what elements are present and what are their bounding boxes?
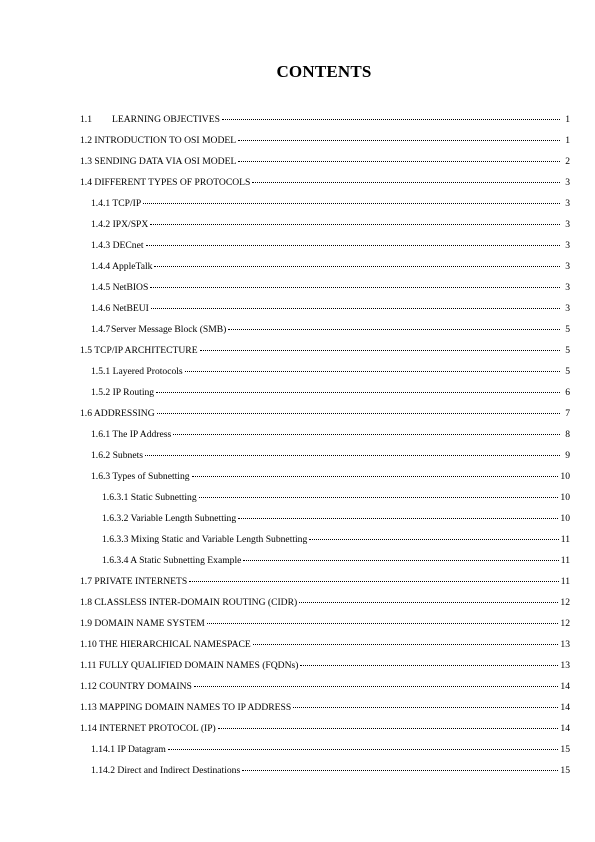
dot-leader [150, 224, 560, 225]
toc-entry-page-number: 13 [560, 639, 570, 650]
dot-leader [192, 476, 559, 477]
dot-leader [299, 602, 558, 603]
toc-entry-label [91, 744, 166, 756]
dot-leader [228, 329, 560, 330]
toc-entry-text: MAPPING DOMAIN NAMES TO IP ADDRESS [99, 702, 292, 713]
toc-entry-label [80, 177, 250, 189]
toc-entry[interactable] [80, 597, 570, 618]
dot-leader [207, 623, 559, 624]
dot-leader [157, 413, 560, 414]
toc-entry[interactable] [80, 324, 570, 345]
toc-entry-text: LEARNING OBJECTIVES [112, 114, 220, 125]
toc-entry-page-number: 15 [560, 744, 570, 755]
dot-leader [238, 161, 560, 162]
toc-entry[interactable] [80, 765, 570, 786]
toc-entry-text: NetBEUI [112, 303, 149, 314]
toc-entry-text: FULLY QUALIFIED DOMAIN NAMES (FQDNs) [98, 660, 299, 671]
toc-entry-page-number: 9 [565, 450, 570, 461]
toc-entry-text: Variable Length Subnetting [130, 513, 237, 524]
toc-entry-text: Direct and Indirect Destinations [117, 765, 241, 776]
dot-leader [194, 686, 559, 687]
toc-entry-number: 1.7 [80, 576, 92, 587]
toc-entry-page-number: 11 [560, 555, 570, 566]
toc-entry-text: TCP/IP [112, 198, 142, 209]
toc-entry-text: IP Routing [112, 387, 155, 398]
toc-entry-page-number: 1 [565, 135, 570, 146]
toc-entry-number: 1.6.1 [91, 429, 111, 440]
toc-entry-text: Subnets [112, 450, 143, 461]
toc-entry[interactable] [80, 576, 570, 597]
toc-entry-label [80, 576, 187, 588]
toc-entry-page-number: 5 [565, 345, 570, 356]
toc-entry-number: 1.4.5 [91, 282, 111, 293]
toc-entry[interactable] [80, 219, 570, 240]
toc-entry-number: 1.4.4 [91, 261, 111, 272]
toc-entry-text: CLASSLESS INTER-DOMAIN ROUTING (CIDR) [94, 597, 298, 608]
toc-entry-number: 1.3 [80, 156, 92, 167]
toc-entry[interactable] [80, 702, 570, 723]
toc-entry-page-number: 10 [560, 471, 570, 482]
dot-leader [293, 707, 558, 708]
toc-entry-text: DECnet [112, 240, 144, 251]
dot-leader [150, 287, 560, 288]
toc-entry-number: 1.11 [80, 660, 97, 671]
toc-entry[interactable] [80, 492, 570, 513]
toc-entry-text: AppleTalk [112, 261, 153, 272]
dot-leader [238, 140, 560, 141]
toc-entry-number: 1.13 [80, 702, 97, 713]
toc-entry-page-number: 14 [560, 681, 570, 692]
toc-entry-page-number: 7 [565, 408, 570, 419]
toc-entry[interactable] [80, 744, 570, 765]
toc-entry-label [80, 156, 236, 168]
dot-leader [253, 644, 559, 645]
toc-entry-page-number: 3 [565, 261, 570, 272]
toc-entry-page-number: 13 [560, 660, 570, 671]
toc-entry-number: 1.14.1 [91, 744, 115, 755]
toc-entry-label [91, 387, 154, 399]
toc-entry-page-number: 1 [565, 114, 570, 125]
dot-leader [143, 203, 560, 204]
toc-entry-label [91, 219, 148, 231]
toc-entry-text: IP Datagram [117, 744, 166, 755]
toc-entry-page-number: 11 [560, 576, 570, 587]
dot-leader [238, 518, 558, 519]
dot-leader [185, 371, 560, 372]
toc-entry-number: 1.12 [80, 681, 97, 692]
toc-entry-label [91, 282, 148, 294]
toc-entry[interactable] [80, 282, 570, 303]
toc-entry-label [91, 450, 143, 462]
toc-entry-label [80, 408, 155, 420]
toc-entry-label [102, 555, 241, 567]
toc-entry-text: Server Message Block (SMB) [111, 324, 227, 335]
toc-entry-number: 1.6.3.3 [102, 534, 129, 545]
toc-entry-page-number: 14 [560, 702, 570, 713]
toc-entry-page-number: 14 [560, 723, 570, 734]
toc-entry-text: The IP Address [112, 429, 172, 440]
dot-leader [146, 245, 560, 246]
toc-entry-label [102, 513, 236, 525]
toc-entry-number: 1.4 [80, 177, 92, 188]
toc-entry[interactable] [80, 618, 570, 639]
toc-entry-text: Types of Subnetting [112, 471, 190, 482]
toc-entry-page-number: 3 [565, 177, 570, 188]
toc-entry-label [91, 471, 190, 483]
toc-entry[interactable] [80, 555, 570, 576]
toc-entry-label [80, 114, 220, 126]
toc-entry[interactable] [80, 135, 570, 156]
toc-entry-text: Mixing Static and Variable Length Subnetting [130, 534, 308, 545]
toc-entry-label [80, 660, 298, 672]
toc-entry-number: 1.5.1 [91, 366, 111, 377]
dot-leader [218, 728, 559, 729]
toc-entry-label [91, 765, 240, 777]
toc-entry[interactable] [80, 450, 570, 471]
toc-entry-label [91, 261, 152, 273]
toc-entry[interactable] [80, 240, 570, 261]
toc-entry-label [91, 198, 141, 210]
toc-entry-page-number: 3 [565, 303, 570, 314]
dot-leader [309, 539, 558, 540]
toc-entry-page-number: 12 [560, 597, 570, 608]
toc-entry-page-number: 5 [565, 324, 570, 335]
dot-leader [173, 434, 560, 435]
toc-entry-text: INTRODUCTION TO OSI MODEL [94, 135, 237, 146]
toc-entry-text: THE HIERARCHICAL NAMESPACE [99, 639, 251, 650]
toc-entry-page-number: 10 [560, 492, 570, 503]
toc-entry-label [102, 534, 307, 546]
dot-leader [145, 455, 560, 456]
dot-leader [200, 350, 560, 351]
toc-entry-number: 1.1 [80, 114, 92, 125]
toc-entry-label [80, 639, 251, 651]
toc-entry-text: PRIVATE INTERNETS [94, 576, 188, 587]
toc-entry-label [91, 240, 144, 252]
toc-entry-number: 1.4.6 [91, 303, 111, 314]
toc-entry-number: 1.6 [80, 408, 92, 419]
toc-entry-text: IPX/SPX [112, 219, 149, 230]
toc-entry-number: 1.4.3 [91, 240, 111, 251]
toc-entry-label [91, 303, 149, 315]
toc-entry-page-number: 8 [565, 429, 570, 440]
toc-entry-number: 1.6.3 [91, 471, 111, 482]
toc-entry-page-number: 5 [565, 366, 570, 377]
dot-leader [252, 182, 560, 183]
toc-entry[interactable] [80, 429, 570, 450]
toc-entry[interactable] [80, 366, 570, 387]
toc-entry-label [102, 492, 197, 504]
toc-entry-page-number: 3 [565, 219, 570, 230]
toc-entry-text: ADDRESSING [93, 408, 155, 419]
toc-entry[interactable] [80, 198, 570, 219]
dot-leader [151, 308, 560, 309]
toc-entry-page-number: 15 [560, 765, 570, 776]
toc-entry[interactable] [80, 660, 570, 681]
dot-leader [168, 749, 559, 750]
dot-leader [243, 560, 558, 561]
toc-entry[interactable] [80, 639, 570, 660]
toc-entry-number: 1.4.2 [91, 219, 111, 230]
toc-entry-number: 1.6.2 [91, 450, 111, 461]
toc-entry-text: Layered Protocols [112, 366, 183, 377]
toc-entry[interactable] [80, 345, 570, 366]
toc-entry-text: TCP/IP ARCHITECTURE [94, 345, 198, 356]
toc-entry-label [91, 429, 171, 441]
toc-entry[interactable] [80, 471, 570, 492]
toc-entry-number: 1.9 [80, 618, 92, 629]
toc-entry-number: 1.6.3.4 [102, 555, 129, 566]
toc-entry[interactable] [80, 534, 570, 555]
toc-entry-text: NetBIOS [112, 282, 149, 293]
toc-entry-label [91, 366, 183, 378]
toc-entry-number: 1.6.3.1 [102, 492, 129, 503]
toc-entry-number: 1.5 [80, 345, 92, 356]
toc-entry[interactable] [80, 177, 570, 198]
toc-entry-text: A Static Subnetting Example [130, 555, 242, 566]
toc-entry-number: 1.2 [80, 135, 92, 146]
toc-entry-label [80, 135, 236, 147]
toc-entry-text: DOMAIN NAME SYSTEM [94, 618, 205, 629]
toc-entry-label [80, 702, 291, 714]
toc-entry-page-number: 2 [565, 156, 570, 167]
toc-entry-text: DIFFERENT TYPES OF PROTOCOLS [94, 177, 251, 188]
toc-entry[interactable] [80, 156, 570, 177]
toc-entry-page-number: 3 [565, 198, 570, 209]
toc-entry-text: COUNTRY DOMAINS [99, 681, 192, 692]
toc-entry-number: 1.4.7 [91, 324, 111, 335]
toc-entry-number: 1.6.3.2 [102, 513, 129, 524]
dot-leader [242, 770, 558, 771]
toc-entry-number: 1.10 [80, 639, 97, 650]
toc-entry-page-number: 12 [560, 618, 570, 629]
toc-entry-number: 1.4.1 [91, 198, 111, 209]
toc-entry-number: 1.5.2 [91, 387, 111, 398]
page-title: CONTENTS [276, 62, 372, 81]
toc-entry-label [80, 597, 297, 609]
table-of-contents [80, 114, 570, 786]
toc-entry-page-number: 11 [560, 534, 570, 545]
toc-entry-number: 1.8 [80, 597, 92, 608]
toc-entry[interactable] [80, 408, 570, 429]
toc-entry-number: 1.14.2 [91, 765, 115, 776]
toc-entry-page-number: 3 [565, 282, 570, 293]
toc-entry[interactable] [80, 261, 570, 282]
dot-leader [156, 392, 560, 393]
toc-entry-page-number: 10 [560, 513, 570, 524]
toc-entry-label [80, 345, 198, 357]
toc-entry[interactable] [80, 681, 570, 702]
toc-entry-text: INTERNET PROTOCOL (IP) [99, 723, 216, 734]
dot-leader [189, 581, 559, 582]
toc-entry-page-number: 6 [565, 387, 570, 398]
toc-entry-text: SENDING DATA VIA OSI MODEL [94, 156, 237, 167]
toc-entry-label [80, 681, 192, 693]
toc-entry-label [80, 618, 205, 630]
dot-leader [154, 266, 560, 267]
toc-entry-page-number: 3 [565, 240, 570, 251]
dot-leader [300, 665, 558, 666]
toc-entry[interactable] [80, 114, 570, 135]
toc-entry-label [80, 723, 216, 735]
toc-entry[interactable] [80, 513, 570, 534]
toc-entry-number: 1.14 [80, 723, 97, 734]
toc-entry[interactable] [80, 303, 570, 324]
dot-leader [199, 497, 559, 498]
toc-entry-text: Static Subnetting [130, 492, 197, 503]
toc-entry[interactable] [80, 723, 570, 744]
toc-entry-label [91, 324, 226, 336]
toc-entry[interactable] [80, 387, 570, 408]
dot-leader [222, 119, 560, 120]
